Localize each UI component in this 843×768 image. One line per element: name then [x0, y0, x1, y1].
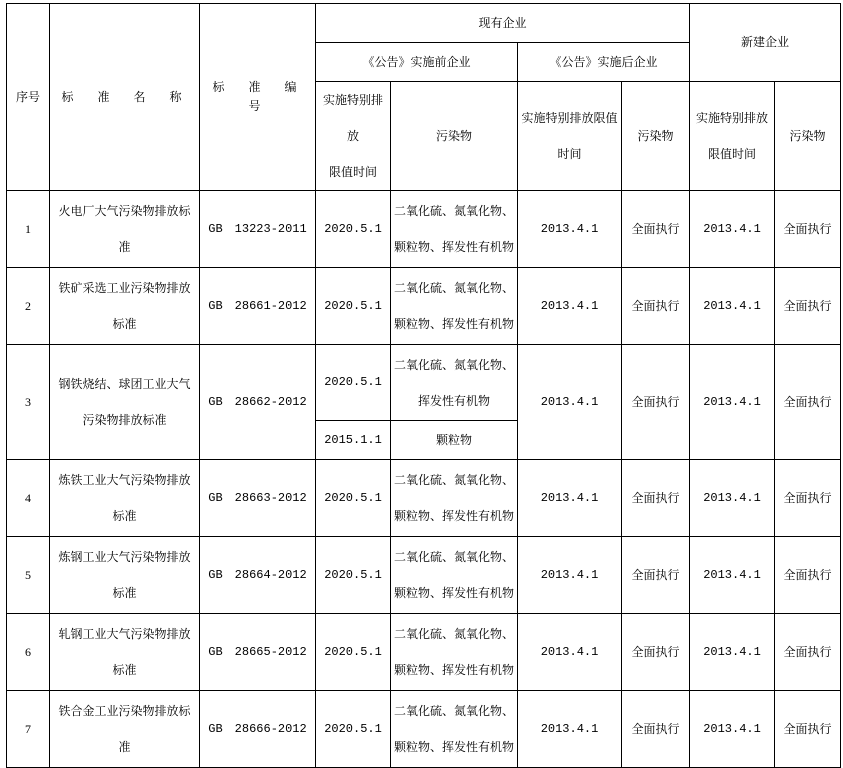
row-after-pollutant: 全面执行 — [622, 537, 690, 614]
header-before-pollutant: 污染物 — [391, 82, 518, 191]
header-new-time-line1: 实施特别排放 — [695, 111, 768, 125]
row-name-line2: 标准 — [112, 317, 137, 331]
row-before-pollutant-line2: 颗粒物、挥发性有机物 — [393, 740, 514, 754]
row-seq: 3 — [7, 345, 50, 460]
row-new-time: 2013.4.1 — [690, 268, 775, 345]
row-new-time: 2013.4.1 — [690, 614, 775, 691]
row-name — [50, 345, 200, 460]
standards-table — [6, 3, 841, 768]
row-new-pollutant: 全面执行 — [775, 191, 841, 268]
row-after-time: 2013.4.1 — [518, 614, 622, 691]
header-new-time — [690, 82, 775, 191]
header-name: 标 准 名 称 — [50, 4, 200, 191]
row-before-pollutant-line2: 颗粒物、挥发性有机物 — [393, 509, 514, 523]
row-seq: 1 — [7, 191, 50, 268]
row-before-pollutant-line2: 颗粒物、挥发性有机物 — [393, 317, 514, 331]
row-after-pollutant: 全面执行 — [622, 460, 690, 537]
row-new-time: 2013.4.1 — [690, 691, 775, 768]
row-new-time: 2013.4.1 — [690, 191, 775, 268]
row-code: GB 13223-2011 — [200, 191, 316, 268]
row-code: GB 28661-2012 — [200, 268, 316, 345]
row-before-time: 2020.5.1 — [316, 345, 391, 421]
row-after-time: 2013.4.1 — [518, 691, 622, 768]
header-before-time — [316, 82, 391, 191]
header-row-1 — [7, 4, 841, 43]
row-after-time: 2013.4.1 — [518, 537, 622, 614]
row-before-pollutant-line1: 二氧化硫、氮氧化物、 — [393, 357, 514, 372]
table-row — [7, 191, 841, 268]
table-row — [7, 614, 841, 691]
row-name-line1: 炼钢工业大气污染物排放 — [58, 550, 191, 564]
header-existing: 现有企业 — [316, 4, 690, 43]
row-after-pollutant: 全面执行 — [622, 191, 690, 268]
row-name-line2: 准 — [118, 240, 131, 254]
row-code: GB 28662-2012 — [200, 345, 316, 460]
row-before-pollutant-line1: 二氧化硫、氮氧化物、 — [393, 473, 514, 487]
table-row — [7, 537, 841, 614]
header-new-time-line2: 限值时间 — [707, 147, 756, 161]
row-name-line1: 火电厂大气污染物排放标 — [58, 204, 191, 218]
row-before-pollutant — [391, 460, 518, 537]
table-row — [7, 268, 841, 345]
row-after-pollutant: 全面执行 — [622, 345, 690, 460]
row-new-pollutant: 全面执行 — [775, 345, 841, 460]
row-after-pollutant: 全面执行 — [622, 268, 690, 345]
row-before-pollutant-line1: 二氧化硫、氮氧化物、 — [393, 704, 514, 718]
row-name — [50, 614, 200, 691]
header-seq: 序号 — [7, 4, 50, 191]
row-seq: 2 — [7, 268, 50, 345]
header-after-pollutant: 污染物 — [622, 82, 690, 191]
row-before-pollutant-line2: 颗粒物、挥发性有机物 — [393, 586, 514, 600]
row-after-pollutant: 全面执行 — [622, 614, 690, 691]
row-new-pollutant: 全面执行 — [775, 614, 841, 691]
row-name-line2: 标准 — [112, 509, 137, 523]
row-before-time-2: 2015.1.1 — [316, 421, 391, 460]
row-before-time: 2020.5.1 — [316, 614, 391, 691]
row-before-pollutant-line1: 二氧化硫、氮氧化物、 — [393, 627, 514, 641]
row-new-pollutant: 全面执行 — [775, 460, 841, 537]
table-row — [7, 691, 841, 768]
row-before-pollutant-line1: 二氧化硫、氮氧化物、 — [393, 204, 514, 218]
row-name-line1: 炼铁工业大气污染物排放 — [58, 473, 191, 487]
standards-table-wrapper — [6, 3, 841, 768]
row-before-pollutant — [391, 614, 518, 691]
row-before-pollutant — [391, 691, 518, 768]
row-name-line2: 标准 — [112, 586, 137, 600]
row-new-time: 2013.4.1 — [690, 345, 775, 460]
row-after-time: 2013.4.1 — [518, 345, 622, 460]
row-before-pollutant-2: 颗粒物 — [391, 421, 518, 460]
row-name-line2: 准 — [118, 740, 131, 754]
header-after-time — [518, 82, 622, 191]
row-before-pollutant — [391, 191, 518, 268]
row-name-line2: 标准 — [112, 663, 137, 677]
row-before-pollutant-line1: 二氧化硫、氮氧化物、 — [393, 281, 514, 295]
row-name — [50, 191, 200, 268]
row-code: GB 28664-2012 — [200, 537, 316, 614]
row-before-time: 2020.5.1 — [316, 268, 391, 345]
row-code: GB 28665-2012 — [200, 614, 316, 691]
header-before-time-line2: 限值时间 — [328, 165, 377, 179]
row-new-time: 2013.4.1 — [690, 460, 775, 537]
row-new-pollutant: 全面执行 — [775, 537, 841, 614]
row-name — [50, 268, 200, 345]
row-before-time: 2020.5.1 — [316, 191, 391, 268]
row-before-pollutant — [391, 268, 518, 345]
row-after-pollutant: 全面执行 — [622, 691, 690, 768]
row-seq: 4 — [7, 460, 50, 537]
table-row — [7, 345, 841, 421]
row-after-time: 2013.4.1 — [518, 268, 622, 345]
row-name-line1: 铁合金工业污染物排放标 — [58, 704, 191, 718]
row-before-time: 2020.5.1 — [316, 691, 391, 768]
row-after-time: 2013.4.1 — [518, 191, 622, 268]
header-new-pollutant: 污染物 — [775, 82, 841, 191]
row-new-time: 2013.4.1 — [690, 537, 775, 614]
header-after-time-line2: 时间 — [557, 147, 582, 161]
row-name — [50, 537, 200, 614]
row-name-line1: 铁矿采选工业污染物排放 — [58, 281, 191, 295]
header-before-time-line1: 实施特别排放 — [322, 93, 383, 143]
row-before-pollutant — [391, 537, 518, 614]
header-after-time-line1: 实施特别排放限值 — [521, 111, 618, 125]
table-row — [7, 460, 841, 537]
row-before-pollutant — [391, 345, 518, 421]
row-seq: 6 — [7, 614, 50, 691]
row-before-pollutant-line1: 二氧化硫、氮氧化物、 — [393, 550, 514, 564]
row-name — [50, 691, 200, 768]
header-code: 标 准 编 号 — [200, 4, 316, 191]
header-new: 新建企业 — [690, 4, 841, 82]
header-before: 《公告》实施前企业 — [316, 43, 518, 82]
row-new-pollutant: 全面执行 — [775, 268, 841, 345]
row-before-pollutant-line2: 颗粒物、挥发性有机物 — [393, 663, 514, 677]
row-before-pollutant-line2: 挥发性有机物 — [417, 393, 490, 408]
row-name-line1: 轧钢工业大气污染物排放 — [58, 627, 191, 641]
row-before-time: 2020.5.1 — [316, 460, 391, 537]
row-name-line2: 污染物排放标准 — [82, 413, 167, 427]
row-seq: 5 — [7, 537, 50, 614]
row-seq: 7 — [7, 691, 50, 768]
row-code: GB 28663-2012 — [200, 460, 316, 537]
header-after: 《公告》实施后企业 — [518, 43, 690, 82]
row-name-line1: 钢铁烧结、球团工业大气 — [58, 377, 191, 391]
row-after-time: 2013.4.1 — [518, 460, 622, 537]
row-new-pollutant: 全面执行 — [775, 691, 841, 768]
row-before-time: 2020.5.1 — [316, 537, 391, 614]
row-code: GB 28666-2012 — [200, 691, 316, 768]
row-before-pollutant-line2: 颗粒物、挥发性有机物 — [393, 240, 514, 254]
row-name — [50, 460, 200, 537]
